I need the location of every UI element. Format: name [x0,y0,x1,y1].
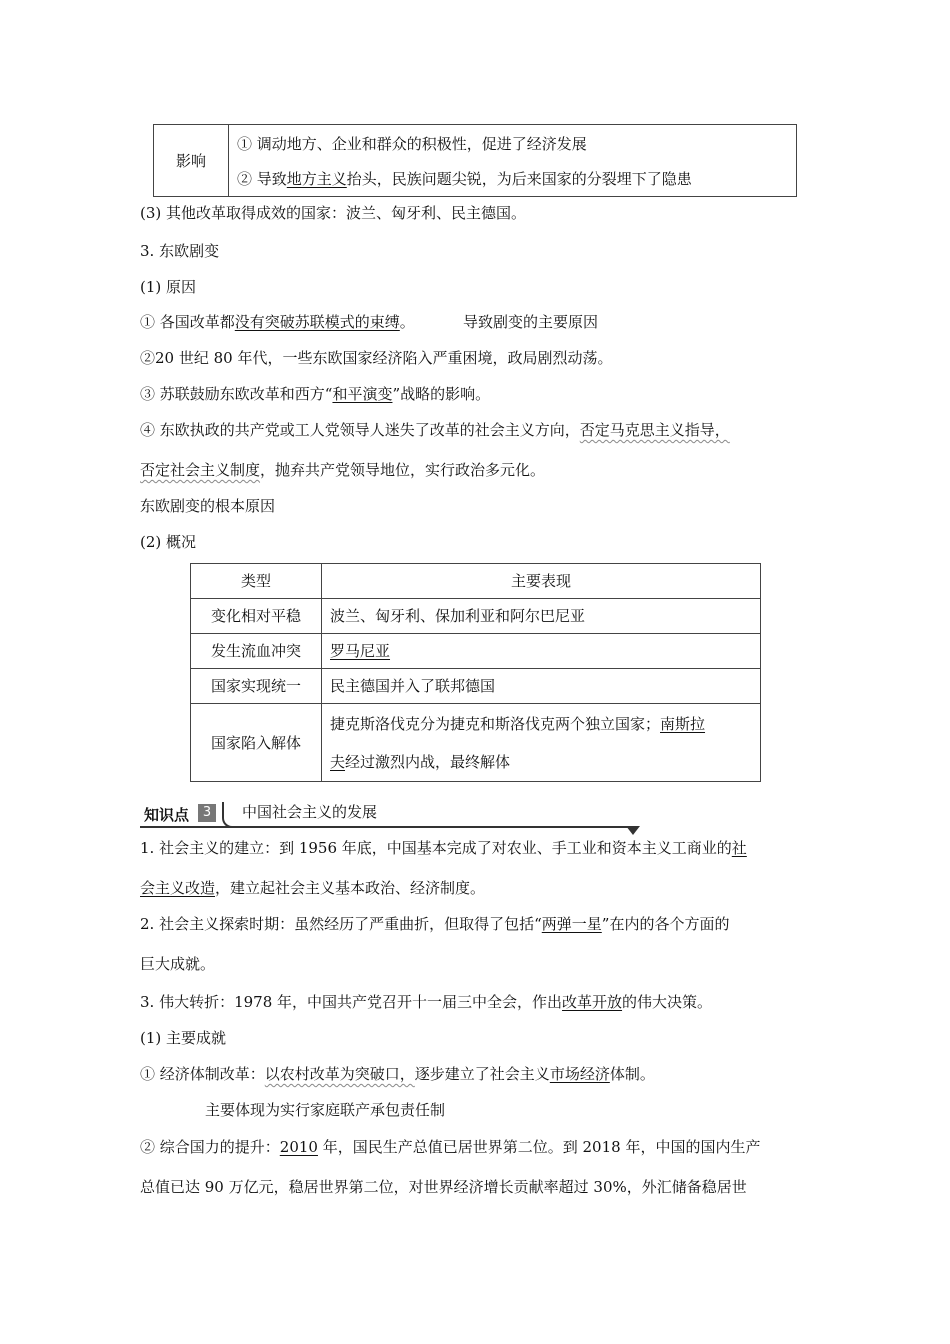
table-row [191,634,761,669]
achievements-heading: (1) 主要成就 [140,1029,227,1047]
overview-header-desc: 主要表现 [322,564,761,599]
achievement-1-note: 主要体现为实行家庭联产承包责任制 [205,1101,446,1119]
para-2-continued: 巨大成就。 [140,955,216,973]
knowledge-point-title: 中国社会主义的发展 [242,803,378,821]
row-desc: 捷克斯洛伐克分为捷克和斯洛伐克两个独立国家；南斯拉 夫经过激烈内战，最终解体 [322,704,761,782]
cause-1-note: 导致剧变的主要原因 [463,313,599,331]
overview-table [190,563,761,782]
overview-header-type: 类型 [191,564,322,599]
achievement-1: ① 经济体制改革：以农村改革为突破口，逐步建立了社会主义市场经济体制。 [140,1065,655,1083]
cause-3: ③ 苏联鼓励东欧改革和西方“和平演变”战略的影响。 [140,385,491,403]
overview-heading: (2) 概况 [140,533,197,551]
cause-2: ②20 世纪 80 年代，一些东欧国家经济陷入严重困境，政局剧烈动荡。 [140,349,613,367]
row-type: 变化相对平稳 [191,599,322,634]
para-1-continued: 会主义改造，建立起社会主义基本政治、经济制度。 [140,879,486,897]
cause-4-continued: 否定社会主义制度，抛弃共产党领导地位，实行政治多元化。 [140,461,546,479]
table-row [191,599,761,634]
row-type: 国家实现统一 [191,669,322,704]
knowledge-point-number: 3 [198,804,216,822]
cause-4-note: 东欧剧变的根本原因 [140,497,276,515]
para-2: 2. 社会主义探索时期：虽然经历了严重曲折，但取得了包括“两弹一星”在内的各个方面的 [140,915,730,933]
impact-row-2: ② 导致地方主义抬头，民族问题尖锐，为后来国家的分裂埋下了隐患 [229,161,797,197]
table-row [191,669,761,704]
row-type: 国家陷入解体 [191,704,322,782]
achievement-2-continued: 总值已达 90 万亿元，稳居世界第二位，对世界经济增长贡献率超过 30%，外汇储备稳居世 [140,1178,747,1196]
impact-row-1: ① 调动地方、企业和群众的积极性，促进了经济发展 [229,125,797,161]
knowledge-point-label: 知识点 [144,806,190,824]
impact-header: 影响 [154,125,229,197]
section-3-title: 3. 东欧剧变 [140,242,220,260]
table-row [191,704,761,782]
impact-table [153,124,797,197]
row-desc: 民主德国并入了联邦德国 [322,669,761,704]
cause-4: ④ 东欧执政的共产党或工人党领导人迷失了改革的社会主义方向，否定马克思主义指导， [140,421,730,439]
cause-heading: (1) 原因 [140,278,197,296]
row-desc: 波兰、匈牙利、保加利亚和阿尔巴尼亚 [322,599,761,634]
banner-divider [222,802,238,828]
cause-1: ① 各国改革都没有突破苏联模式的束缚。 [140,313,415,331]
row-type: 发生流血冲突 [191,634,322,669]
banner-underline [140,826,634,828]
other-reform-countries: (3) 其他改革取得成效的国家：波兰、匈牙利、民主德国。 [140,204,527,222]
achievement-2: ② 综合国力的提升：2010 年，国民生产总值已居世界第二位。到 2018 年，中国的国内生产 [140,1138,761,1156]
para-3: 3. 伟大转折：1978 年，中国共产党召开十一届三中全会，作出改革开放的伟大决策。 [140,993,713,1011]
banner-arrow-icon [626,826,640,835]
row-desc: 罗马尼亚 [322,634,761,669]
para-1: 1. 社会主义的建立：到 1956 年底，中国基本完成了对农业、手工业和资本主义工商业的社 [140,839,747,857]
